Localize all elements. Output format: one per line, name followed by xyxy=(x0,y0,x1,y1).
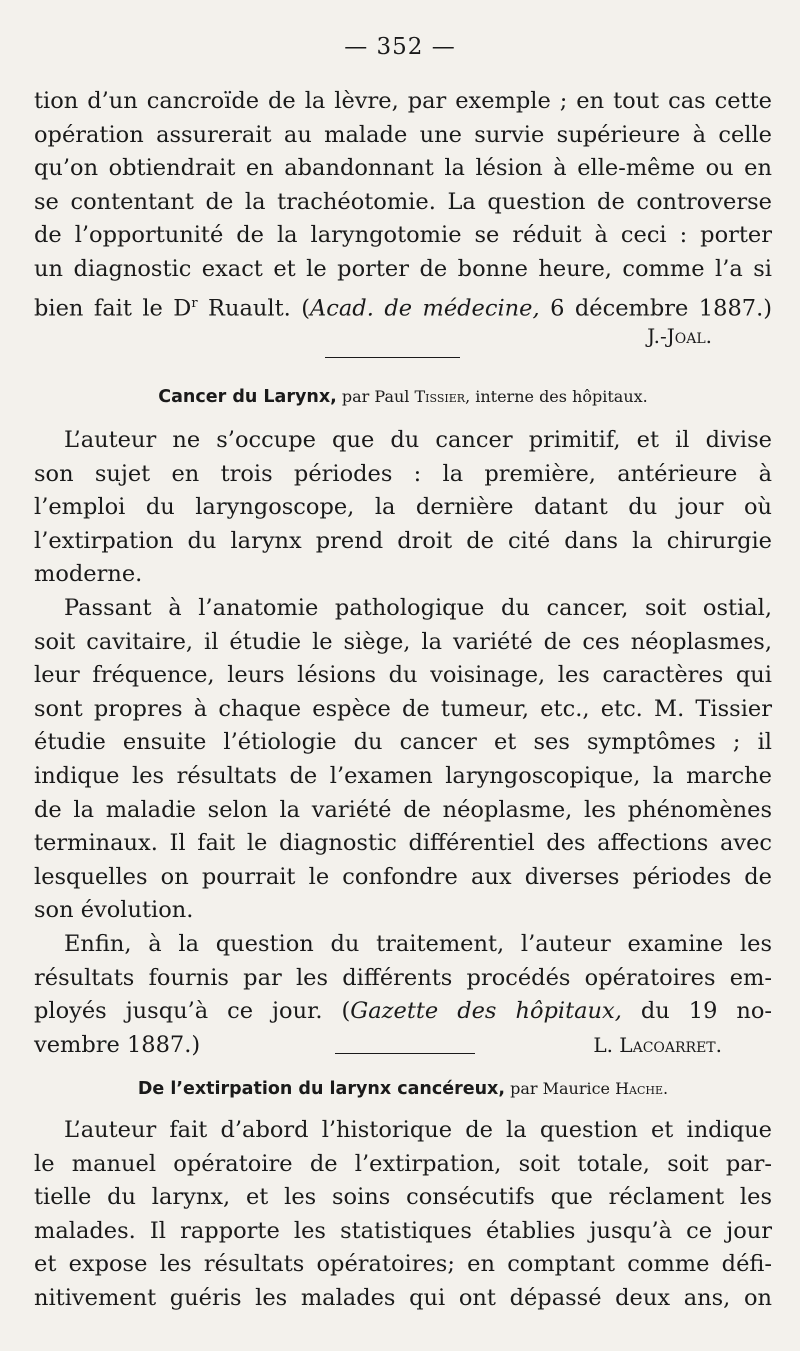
text-line: l’emploi du laryngoscope, la dernière datant du jour où xyxy=(34,494,772,521)
divider xyxy=(335,1053,475,1054)
paragraph-continuation xyxy=(34,85,772,353)
article-body xyxy=(34,424,772,1062)
text-line: son sujet en trois périodes : la première, antérieure à xyxy=(34,460,772,487)
text-line: tielle du larynx, et les soins consécutifs que réclament les xyxy=(34,1184,772,1211)
article-heading: Cancer du Larynx, par Paul Tissier, interne des hôpitaux. xyxy=(158,387,648,407)
page-number: — 352 — xyxy=(344,34,456,60)
text-line: le manuel opératoire de l’extirpation, soit totale, soit par- xyxy=(34,1150,772,1177)
signature: J.-Joal. xyxy=(647,324,712,349)
text-line: bien fait le $D^r$ Ruault. (Acad. de médecine, 6 décembre 1887.) xyxy=(34,295,772,322)
text-line: Passant à l’anatomie pathologique du cancer, soit ostial, xyxy=(64,594,772,621)
text-line: résultats fournis par les différents procédés opératoires em- xyxy=(34,964,772,991)
text-line: et expose les résultats opératoires; en comptant comme défi- xyxy=(34,1251,772,1278)
text-line: malades. Il rapporte les statistiques établies jusqu’à ce jour xyxy=(34,1217,772,1244)
text-line: sont propres à chaque espèce de tumeur, etc., etc. M. Tissier xyxy=(34,695,772,722)
text-line: terminaux. Il fait le diagnostic différentiel des affections avec xyxy=(34,830,772,857)
text-line: L’auteur fait d’abord l’historique de la question et indique xyxy=(64,1117,772,1143)
text-line: un diagnostic exact et le porter de bonne heure, comme l’a si xyxy=(34,255,772,282)
article-heading: De l’extirpation du larynx cancéreux, par Maurice Hache. xyxy=(137,1079,669,1099)
text-line: de l’opportunité de la laryngotomie se réduit à ceci : porter xyxy=(34,222,772,249)
text-line: tion d’un cancroïde de la lèvre, par exemple ; en tout cas cette xyxy=(34,88,772,114)
text-line: se contentant de la trachéotomie. La question de controverse xyxy=(34,188,772,215)
text-line: moderne. xyxy=(34,561,143,588)
text-line: indique les résultats de l’examen laryngoscopique, la marche xyxy=(34,762,772,789)
text-line: étudie ensuite l’étiologie du cancer et ses symptômes ; il xyxy=(34,729,772,756)
text-line: opération assurerait au malade une survie supérieure à celle xyxy=(34,121,772,148)
divider xyxy=(325,357,460,358)
text-line: nitivement guéris les malades qui ont dépassé deux ans, on xyxy=(34,1284,772,1311)
text-line: lesquelles on pourrait le confondre aux diverses périodes de xyxy=(34,863,772,890)
text-line: l’extirpation du larynx prend droit de cité dans la chirurgie xyxy=(34,527,772,554)
text-line: Enfin, à la question du traitement, l’auteur examine les xyxy=(64,930,772,957)
text-line: vembre 1887.) L. Lacoarret. xyxy=(34,1029,772,1063)
text-line: soit cavitaire, il étudie le siège, la variété de ces néoplasmes, xyxy=(34,628,772,655)
text-line: qu’on obtiendrait en abandonnant la lésion à elle-même ou en xyxy=(34,155,772,182)
text-line: ployés jusqu’à ce jour. (Gazette des hôpitaux, du 19 no- xyxy=(34,998,773,1025)
article-body xyxy=(34,1114,772,1316)
text-line: de la maladie selon la variété de néoplasme, les phénomènes xyxy=(34,796,772,823)
signature: L. Lacoarret. xyxy=(593,1032,722,1057)
text-line: leur fréquence, leurs lésions du voisinage, les caractères qui xyxy=(34,662,772,689)
text-line: son évolution. xyxy=(34,897,194,924)
text-line: L’auteur ne s’occupe que du cancer primitif, et il divise xyxy=(64,427,772,453)
